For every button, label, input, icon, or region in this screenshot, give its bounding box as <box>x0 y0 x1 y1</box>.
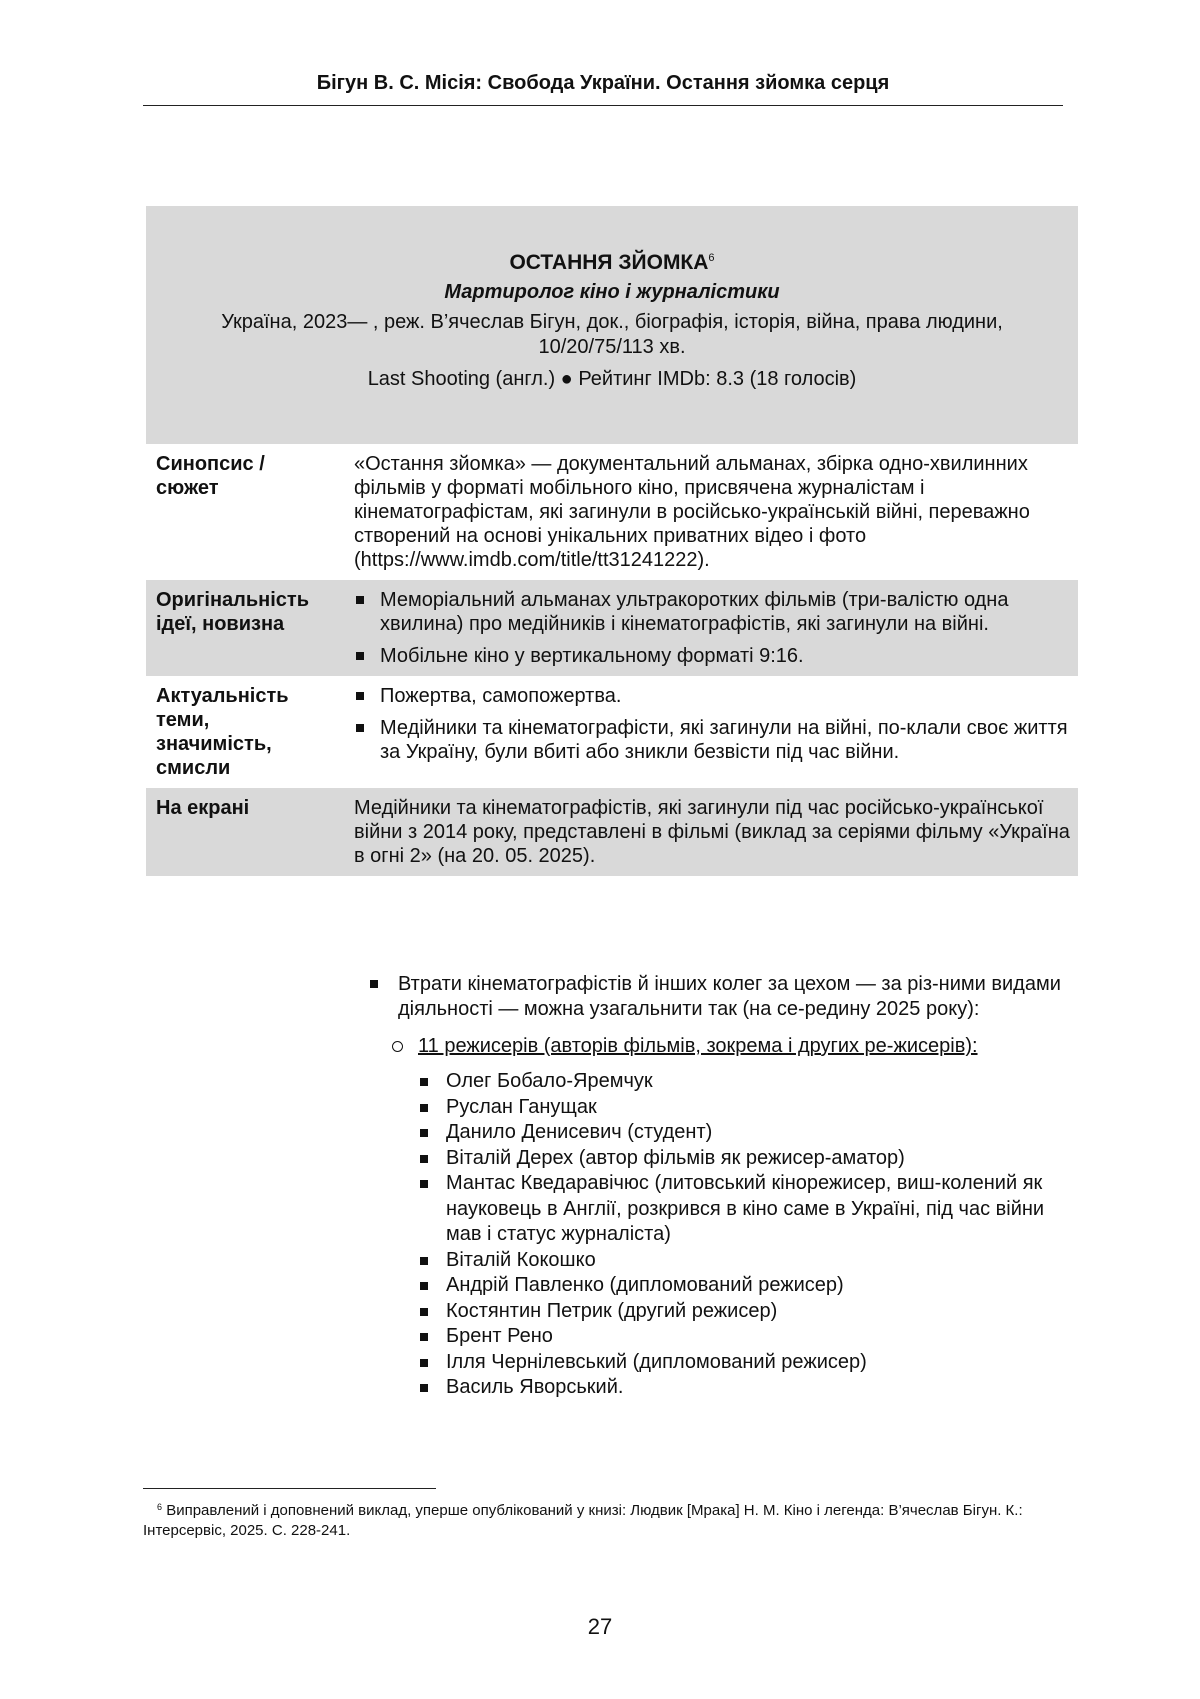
synopsis-text: «Остання зйомка» — документальний альманах, збірка одно-хвилинних фільмів у форматі мобільного кіно, присвячена журналістам і кінематографістам, які загинули в російсько-українській війні, переважно створений на основі унікальних приватних відео і фото (https://www.imdb.com/title/tt31241222). <box>354 453 1030 571</box>
losses-intro: Втрати кінематографістів й інших колег за цехом — за різ-ними видами діяльності — можна узагальнити так (на се-редину 2025 року): <box>366 972 1078 1022</box>
directors-heading: 11 режисерів (авторів фільмів, зокрема і других ре-жисерів): <box>418 1035 978 1057</box>
row-content <box>336 676 1078 788</box>
row-label: Синопсис / сюжет <box>156 453 265 499</box>
losses-section <box>366 972 1078 1401</box>
list-item: Пожертва, самопожертва. <box>354 684 1070 708</box>
film-meta: Україна, 2023— , реж. В’ячеслав Бігун, док., біографія, історія, війна, права людини, 10/20/75/113 хв. <box>221 311 1003 358</box>
row-on-screen <box>146 788 1078 876</box>
footnote-text: Виправлений і доповнений виклад, уперше опублікований у книзі: Людвик [Мрака] Н. М. Кіно і легенда: В’ячеслав Бігун. К.: Інтерсервіс, 2025. С. 228-241. <box>143 1502 1023 1539</box>
film-alt-title-rating: Last Shooting (англ.) ● Рейтинг IMDb: 8.3 (18 голосів) <box>367 368 857 390</box>
row-originality <box>146 580 1078 676</box>
list-item: Брент Рено <box>446 1324 1078 1350</box>
row-label: Актуальність теми, значимість, смисли <box>156 685 289 779</box>
originality-list <box>354 588 1070 668</box>
row-label: На екрані <box>156 797 250 819</box>
list-item: Данило Денисевич (студент) <box>446 1120 1078 1146</box>
row-content <box>336 580 1078 676</box>
list-item: Ілля Чернілевський (дипломований режисер) <box>446 1350 1078 1376</box>
page-number: 27 <box>587 1614 613 1639</box>
circle-bullet-icon <box>392 1041 403 1052</box>
footnote-number: 6 <box>157 1502 163 1512</box>
header-rule <box>143 105 1063 106</box>
list-item: Мантас Кведаравічюс (литовський кінорежисер, виш-колений як науковець в Англії, розкрився в кіно саме в Україні, під час війни мав і статус журналіста) <box>446 1171 1078 1248</box>
footnote-rule <box>143 1488 436 1489</box>
directors-list <box>366 1069 1078 1401</box>
film-card-table <box>146 206 1078 876</box>
film-title <box>146 246 1078 275</box>
film-title-block <box>146 206 1078 444</box>
running-head: Бігун В. С. Місія: Свобода України. Остання зйомка серця <box>316 72 890 94</box>
directors-group <box>366 1034 1078 1059</box>
film-title-text: ОСТАННЯ ЗЙОМКА <box>509 251 709 274</box>
list-item: Андрій Павленко (дипломований режисер) <box>446 1273 1078 1299</box>
list-item: Костянтин Петрик (другий режисер) <box>446 1299 1078 1325</box>
relevance-list <box>354 684 1070 764</box>
row-relevance <box>146 676 1078 788</box>
list-item: Василь Яворський. <box>446 1375 1078 1401</box>
list-item: Руслан Ганущак <box>446 1095 1078 1121</box>
row-synopsis <box>146 444 1078 580</box>
list-item: Медійники та кінематографісти, які загинули на війні, по-клали своє життя за Україну, були вбиті або зникли безвісти під час війни. <box>354 716 1070 764</box>
list-item: Меморіальний альманах ультракоротких фільмів (три-валістю одна хвилина) про медійників і кінематографістів, які загинули на війні. <box>354 588 1070 636</box>
list-item: Віталій Кокошко <box>446 1248 1078 1274</box>
footnote-ref[interactable]: 6 <box>708 252 715 264</box>
film-subtitle: Мартиролог кіно і журналістики <box>444 281 780 303</box>
row-label: Оригінальність ідеї, новизна <box>156 589 310 635</box>
list-item: Віталій Дерех (автор фільмів як режисер-аматор) <box>446 1146 1078 1172</box>
on-screen-text: Медійники та кінематографістів, які загинули під час російсько-української війни з 2014 року, представлені в фільмі (виклад за серіями фільму «Україна в огні 2» (на 20. 05. 2025). <box>354 797 1070 867</box>
footnote <box>143 1497 1063 1541</box>
list-item: Олег Бобало-Яремчук <box>446 1069 1078 1095</box>
list-item: Мобільне кіно у вертикальному форматі 9:16. <box>354 644 1070 668</box>
